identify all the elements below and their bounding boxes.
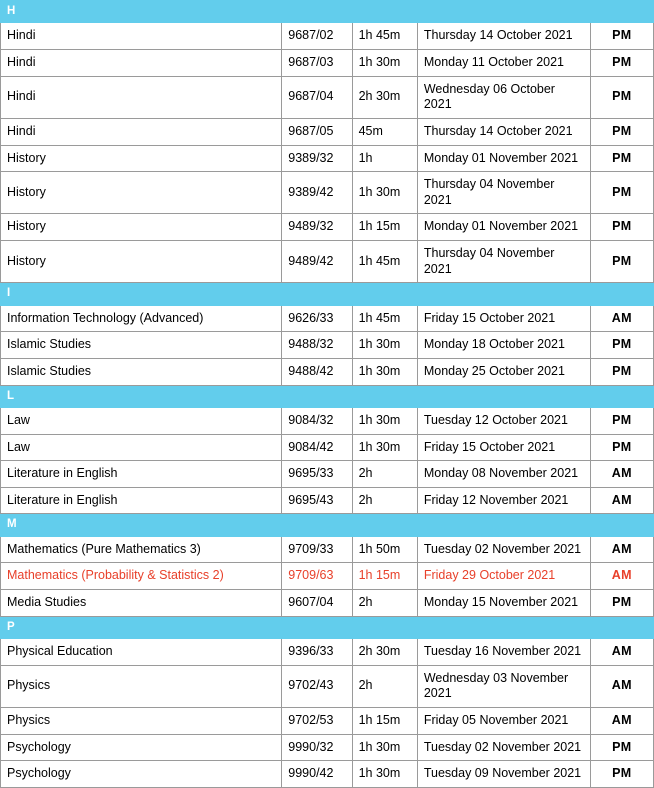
exam-date: Tuesday 02 November 2021	[417, 734, 590, 761]
exam-subject: Physical Education	[1, 639, 282, 666]
table-row	[1, 23, 654, 50]
exam-subject: Hindi	[1, 23, 282, 50]
exam-date: Tuesday 09 November 2021	[417, 761, 590, 788]
exam-subject: Mathematics (Pure Mathematics 3)	[1, 536, 282, 563]
exam-date: Monday 15 November 2021	[417, 590, 590, 617]
exam-subject: Law	[1, 407, 282, 434]
exam-duration: 2h	[352, 590, 417, 617]
exam-subject: Hindi	[1, 118, 282, 145]
exam-session: PM	[590, 590, 653, 617]
exam-session: PM	[590, 118, 653, 145]
exam-code: 9607/04	[282, 590, 352, 617]
exam-session: AM	[590, 487, 653, 514]
section-header-row	[1, 616, 654, 638]
exam-date: Friday 12 November 2021	[417, 487, 590, 514]
table-row	[1, 761, 654, 788]
exam-subject: Media Studies	[1, 590, 282, 617]
table-row	[1, 332, 654, 359]
exam-code: 9702/53	[282, 707, 352, 734]
exam-duration: 1h 45m	[352, 23, 417, 50]
exam-date: Monday 01 November 2021	[417, 145, 590, 172]
section-header-row	[1, 514, 654, 536]
exam-session: PM	[590, 241, 653, 283]
exam-session: PM	[590, 407, 653, 434]
exam-date: Monday 01 November 2021	[417, 214, 590, 241]
exam-duration: 1h 50m	[352, 536, 417, 563]
table-row	[1, 76, 654, 118]
exam-session: AM	[590, 639, 653, 666]
table-row	[1, 590, 654, 617]
exam-date: Thursday 14 October 2021	[417, 23, 590, 50]
exam-code: 9389/42	[282, 172, 352, 214]
exam-code: 9488/32	[282, 332, 352, 359]
exam-subject: Information Technology (Advanced)	[1, 305, 282, 332]
exam-subject: Mathematics (Probability & Statistics 2)	[1, 563, 282, 590]
exam-duration: 1h 45m	[352, 305, 417, 332]
exam-date: Friday 15 October 2021	[417, 434, 590, 461]
table-row	[1, 118, 654, 145]
exam-session: AM	[590, 536, 653, 563]
exam-duration: 1h 30m	[352, 761, 417, 788]
exam-session: PM	[590, 145, 653, 172]
table-row	[1, 707, 654, 734]
exam-date: Wednesday 06 October 2021	[417, 76, 590, 118]
exam-date: Monday 11 October 2021	[417, 50, 590, 77]
table-row	[1, 461, 654, 488]
exam-duration: 45m	[352, 118, 417, 145]
exam-code: 9687/04	[282, 76, 352, 118]
exam-code: 9626/33	[282, 305, 352, 332]
exam-duration: 2h 30m	[352, 639, 417, 666]
exam-session: AM	[590, 305, 653, 332]
section-header-row	[1, 1, 654, 23]
exam-code: 9489/32	[282, 214, 352, 241]
exam-code: 9695/43	[282, 487, 352, 514]
exam-duration: 1h 30m	[352, 50, 417, 77]
exam-duration: 1h 15m	[352, 563, 417, 590]
exam-subject: Islamic Studies	[1, 332, 282, 359]
exam-subject: Psychology	[1, 734, 282, 761]
exam-code: 9695/33	[282, 461, 352, 488]
exam-date: Tuesday 16 November 2021	[417, 639, 590, 666]
exam-session: AM	[590, 707, 653, 734]
exam-subject: Hindi	[1, 76, 282, 118]
exam-subject: Islamic Studies	[1, 358, 282, 385]
exam-date: Friday 05 November 2021	[417, 707, 590, 734]
exam-subject: Literature in English	[1, 487, 282, 514]
exam-subject: Law	[1, 434, 282, 461]
exam-date: Tuesday 02 November 2021	[417, 536, 590, 563]
exam-session: PM	[590, 761, 653, 788]
exam-code: 9084/32	[282, 407, 352, 434]
table-row	[1, 487, 654, 514]
exam-code: 9687/05	[282, 118, 352, 145]
exam-session: AM	[590, 665, 653, 707]
exam-date: Friday 15 October 2021	[417, 305, 590, 332]
exam-session: PM	[590, 172, 653, 214]
exam-code: 9702/43	[282, 665, 352, 707]
exam-code: 9709/63	[282, 563, 352, 590]
exam-date: Monday 25 October 2021	[417, 358, 590, 385]
table-row	[1, 407, 654, 434]
exam-code: 9990/42	[282, 761, 352, 788]
exam-subject: Physics	[1, 665, 282, 707]
exam-code: 9687/03	[282, 50, 352, 77]
exam-duration: 1h 15m	[352, 214, 417, 241]
exam-date: Thursday 04 November 2021	[417, 172, 590, 214]
exam-session: PM	[590, 358, 653, 385]
exam-duration: 1h 30m	[352, 358, 417, 385]
exam-code: 9709/33	[282, 536, 352, 563]
exam-duration: 2h	[352, 461, 417, 488]
exam-subject: Hindi	[1, 50, 282, 77]
exam-timetable-body	[1, 1, 654, 788]
exam-code: 9084/42	[282, 434, 352, 461]
exam-code: 9990/32	[282, 734, 352, 761]
exam-session: PM	[590, 23, 653, 50]
exam-date: Monday 18 October 2021	[417, 332, 590, 359]
exam-duration: 1h 30m	[352, 434, 417, 461]
table-row	[1, 563, 654, 590]
exam-subject: History	[1, 241, 282, 283]
exam-duration: 1h 30m	[352, 172, 417, 214]
exam-code: 9396/33	[282, 639, 352, 666]
exam-subject: History	[1, 172, 282, 214]
exam-session: PM	[590, 214, 653, 241]
exam-code: 9488/42	[282, 358, 352, 385]
table-row	[1, 434, 654, 461]
exam-code: 9389/32	[282, 145, 352, 172]
exam-duration: 1h 15m	[352, 707, 417, 734]
exam-code: 9687/02	[282, 23, 352, 50]
table-row	[1, 665, 654, 707]
exam-duration: 1h 30m	[352, 734, 417, 761]
section-header-label: L	[1, 385, 654, 407]
exam-date: Thursday 14 October 2021	[417, 118, 590, 145]
exam-date: Friday 29 October 2021	[417, 563, 590, 590]
exam-subject: History	[1, 214, 282, 241]
exam-session: PM	[590, 734, 653, 761]
table-row	[1, 734, 654, 761]
exam-subject: Literature in English	[1, 461, 282, 488]
exam-duration: 2h 30m	[352, 76, 417, 118]
exam-date: Monday 08 November 2021	[417, 461, 590, 488]
exam-session: PM	[590, 332, 653, 359]
exam-duration: 1h 30m	[352, 407, 417, 434]
exam-session: AM	[590, 563, 653, 590]
table-row	[1, 536, 654, 563]
table-row	[1, 305, 654, 332]
exam-subject: Psychology	[1, 761, 282, 788]
table-row	[1, 358, 654, 385]
exam-code: 9489/42	[282, 241, 352, 283]
table-row	[1, 50, 654, 77]
table-row	[1, 145, 654, 172]
section-header-row	[1, 283, 654, 305]
exam-subject: History	[1, 145, 282, 172]
exam-duration: 2h	[352, 665, 417, 707]
exam-subject: Physics	[1, 707, 282, 734]
exam-session: PM	[590, 76, 653, 118]
exam-date: Tuesday 12 October 2021	[417, 407, 590, 434]
section-header-label: I	[1, 283, 654, 305]
table-row	[1, 639, 654, 666]
exam-duration: 2h	[352, 487, 417, 514]
exam-duration: 1h	[352, 145, 417, 172]
exam-session: AM	[590, 461, 653, 488]
table-row	[1, 241, 654, 283]
exam-duration: 1h 45m	[352, 241, 417, 283]
section-header-label: M	[1, 514, 654, 536]
section-header-row	[1, 385, 654, 407]
exam-date: Thursday 04 November 2021	[417, 241, 590, 283]
exam-duration: 1h 30m	[352, 332, 417, 359]
section-header-label: H	[1, 1, 654, 23]
table-row	[1, 214, 654, 241]
section-header-label: P	[1, 616, 654, 638]
table-row	[1, 172, 654, 214]
exam-date: Wednesday 03 November 2021	[417, 665, 590, 707]
exam-session: PM	[590, 434, 653, 461]
exam-session: PM	[590, 50, 653, 77]
